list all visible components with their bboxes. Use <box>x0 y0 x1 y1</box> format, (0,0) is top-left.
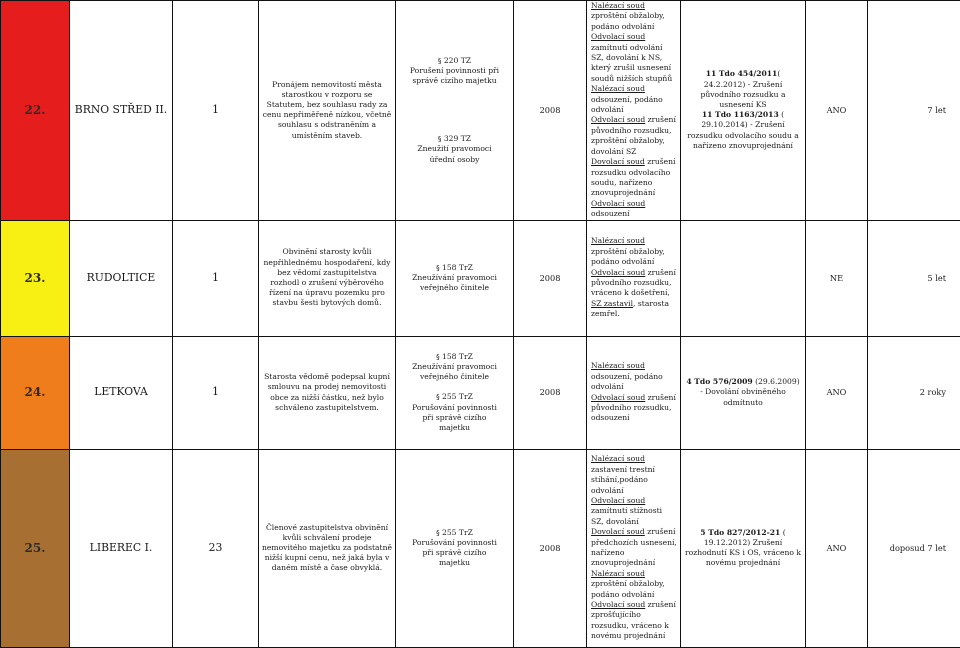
supreme-court-decision <box>681 336 806 449</box>
municipality-name: RUDOLTICE <box>70 220 173 336</box>
offence-text: veřejného činitele <box>420 283 489 292</box>
offence-text: úřední osoby <box>430 155 480 164</box>
offence-line <box>399 538 510 548</box>
proceeding-step <box>591 299 677 320</box>
proceeding-step <box>591 1 677 32</box>
offence-text: majetku <box>439 558 470 567</box>
proceeding-step <box>591 199 677 220</box>
offence-spacer <box>399 382 510 392</box>
court-name: Nalézací soud <box>591 84 645 93</box>
offence <box>399 392 510 433</box>
decision-text: ( 19.12.2012) Zrušení rozhodnutí KS i OS, vráceno k novému projednání <box>685 528 801 568</box>
offence-text: 158 TrZ <box>442 263 473 272</box>
proceeding-step <box>591 527 677 569</box>
court-action: zrušení zprošťujícího rozsudku, vráceno k novému projednání <box>591 600 676 640</box>
court-name: Nalézací soud <box>591 454 645 463</box>
court-name: Odvolací soud <box>591 268 645 277</box>
offence-text: Porušování povinnosti <box>412 403 497 412</box>
case-row <box>1 449 960 647</box>
charge-year: 2008 <box>514 220 587 336</box>
municipality-name: LETKOVA <box>70 336 173 449</box>
offence-text: veřejného činitele <box>420 372 489 381</box>
offence <box>399 528 510 569</box>
offence-text: při správě cizího <box>422 413 486 422</box>
court-action: zproštění obžaloby, podáno odvolání <box>591 247 665 266</box>
court-action: zamítnutí odvolání SZ, dovolání k NS, který zrušil usnesení soudů nižších stupňů <box>591 43 672 83</box>
court-action: zrušení rozsudku odvolacího soudu, nařízeno znovuprojednání <box>591 157 675 197</box>
proceedings-history <box>587 1 681 221</box>
proceedings-history <box>587 449 681 647</box>
proceeding-step <box>591 361 677 392</box>
offence-text: Porušování povinnosti <box>412 538 497 547</box>
offence-text: 255 TrZ <box>442 528 473 537</box>
offence-line <box>399 76 510 86</box>
offence <box>399 263 510 294</box>
decision-reference: 11 Tdo 1163/2013 <box>702 110 779 119</box>
case-description: Obvinění starosty kvůli nepřihlednému hospodaření, kdy bez vědomí zastupitelstva rozhodl o zrušení výběrového řízení na úpravu pozemku pro stavbu šesti bytových domů. <box>259 220 396 336</box>
offence-text: Zneužívání pravomoci <box>412 362 497 371</box>
decision-text: ( 24.2.2012) - Zrušení původního rozsudku a usnesení KS <box>701 69 786 109</box>
charge-year: 2008 <box>514 1 587 221</box>
court-action: zrušení původního rozsudku, odsouzení <box>591 393 676 423</box>
supreme-court-decision <box>681 449 806 647</box>
proceeding-step <box>591 115 677 157</box>
decision-reference: 11 Tdo 454/2011 <box>706 69 778 78</box>
offence-text: 220 TZ <box>444 56 471 65</box>
court-name: Odvolací soud <box>591 600 645 609</box>
proceedings-history <box>587 220 681 336</box>
proceedings-history <box>587 336 681 449</box>
court-name: Nalézací soud <box>591 361 645 370</box>
proceeding-step <box>591 569 677 600</box>
offence-line <box>399 263 510 273</box>
section-symbol: § <box>436 393 440 401</box>
court-action: odsouzení, podáno odvolání <box>591 372 663 391</box>
offence <box>399 134 510 165</box>
accused-count: 1 <box>173 336 259 449</box>
offence-line <box>399 548 510 558</box>
case-duration: 5 let <box>868 220 960 336</box>
proceeding-step <box>591 268 677 299</box>
court-action: odsouzení <box>591 209 630 218</box>
court-name: Odvolací soud <box>591 393 645 402</box>
court-action: zproštění obžaloby, podáno odvolání <box>591 579 665 598</box>
case-description: Starosta vědomě podepsal kupní smlouvu na prodej nemovitosti obce za nižší částku, než bylo schváleno zastupitelstvem. <box>259 336 396 449</box>
section-symbol: § <box>436 353 440 361</box>
section-symbol: § <box>438 135 442 143</box>
offence-line <box>399 352 510 362</box>
charge-year: 2008 <box>514 449 587 647</box>
proceeding-step <box>591 236 677 267</box>
accused-count: 1 <box>173 220 259 336</box>
charge-year: 2008 <box>514 336 587 449</box>
supreme-court-decision <box>681 220 806 336</box>
court-name: Dovolací soud <box>591 527 645 536</box>
case-row <box>1 336 960 449</box>
offence-text: 158 TrZ <box>442 352 473 361</box>
conviction-status: ANO <box>806 1 868 221</box>
case-rank: 25. <box>1 449 70 647</box>
conviction-status: ANO <box>806 336 868 449</box>
proceeding-step <box>591 496 677 527</box>
case-duration: doposud 7 let <box>868 449 960 647</box>
court-name: Odvolací soud <box>591 115 645 124</box>
case-rank: 24. <box>1 336 70 449</box>
offence-text: 255 TrZ <box>442 392 473 401</box>
court-action: zrušení původního rozsudku, zproštění obžaloby, dovolání SZ <box>591 115 676 155</box>
case-outcome: , starosta zemřel. <box>591 299 669 318</box>
case-row <box>1 220 960 336</box>
offence-line <box>399 155 510 165</box>
offence-line <box>399 134 510 144</box>
prosecutor-action: SZ zastavil <box>591 299 633 308</box>
proceeding-step <box>591 32 677 84</box>
offence-spacer <box>399 86 510 134</box>
supreme-court-decision <box>681 1 806 221</box>
case-rank: 22. <box>1 1 70 221</box>
conviction-status: ANO <box>806 449 868 647</box>
criminal-offences <box>396 336 514 449</box>
section-symbol: § <box>436 264 440 272</box>
offence-line <box>399 372 510 382</box>
proceeding-step <box>591 454 677 496</box>
offence-line <box>399 144 510 154</box>
court-name: Nalézací soud <box>591 236 645 245</box>
court-action: zrušení původního rozsudku, vráceno k došetření, <box>591 268 676 298</box>
decision-text: (29.6.2009) - Dovolání obviněného odmítnuto <box>700 377 799 406</box>
court-name: Odvolací soud <box>591 199 645 208</box>
offence-text: Zneužití pravomoci <box>417 144 491 153</box>
section-symbol: § <box>438 57 442 65</box>
offence-text: při správě cizího <box>422 548 486 557</box>
offence-line <box>399 528 510 538</box>
case-description: Pronájem nemovitostí města starostkou v rozporu se Statutem, bez souhlasu rady za cenu nepřiměřeně nízkou, včetně souhlasu s odstraněním a umístěním staveb. <box>259 1 396 221</box>
case-duration: 7 let <box>868 1 960 221</box>
proceeding-step <box>591 600 677 642</box>
offence-line <box>399 558 510 568</box>
decision-text: ( 29.10.2014) - Zrušení rozsudku odvolacího soudu a nařízeno znovuprojednání <box>687 110 799 150</box>
offence-line <box>399 273 510 283</box>
accused-count: 23 <box>173 449 259 647</box>
offence-text: správě cizího majetku <box>412 76 496 85</box>
offence-text: Porušení povinnosti při <box>410 66 499 75</box>
case-description: Členové zastupitelstva obvinění kvůli schválení prodeje nemovitého majetku za podstatně nižší kupní cenu, než jaká byla v daném místě a čase obvyklá. <box>259 449 396 647</box>
offence-text: majetku <box>439 423 470 432</box>
offence-line <box>399 392 510 402</box>
proceeding-step <box>591 393 677 424</box>
court-action: zamítnutí stížnosti SZ, dovolání <box>591 506 662 525</box>
court-name: Nalézací soud <box>591 1 645 10</box>
offence-line <box>399 362 510 372</box>
offence-line <box>399 423 510 433</box>
case-row <box>1 1 960 221</box>
decision-reference: 4 Tdo 576/2009 <box>686 377 752 386</box>
court-name: Odvolací soud <box>591 496 645 505</box>
criminal-offences <box>396 449 514 647</box>
decision-reference: 5 Tdo 827/2012-21 <box>700 528 780 537</box>
proceeding-step <box>591 84 677 115</box>
municipality-name: LIBEREC I. <box>70 449 173 647</box>
court-name: Nalézací soud <box>591 569 645 578</box>
court-action: zastavení trestní stíhání,podáno odvolání <box>591 465 655 495</box>
offence-line <box>399 413 510 423</box>
court-name: Dovolací soud <box>591 157 645 166</box>
proceeding-step <box>591 157 677 199</box>
offence-line <box>399 66 510 76</box>
conviction-status: NE <box>806 220 868 336</box>
court-action: odsouzení, podáno odvolání <box>591 95 663 114</box>
case-rank: 23. <box>1 220 70 336</box>
offence-line <box>399 403 510 413</box>
offence-line <box>399 56 510 66</box>
offence <box>399 56 510 87</box>
cases-table-body <box>1 1 960 648</box>
offence-line <box>399 283 510 293</box>
section-symbol: § <box>436 529 440 537</box>
court-name: Odvolací soud <box>591 32 645 41</box>
offence <box>399 352 510 383</box>
court-action: zproštění obžaloby, podáno odvolání <box>591 11 665 30</box>
court-action: zrušení předchozích usnesení, nařízeno znovuprojednání <box>591 527 677 567</box>
accused-count: 1 <box>173 1 259 221</box>
municipality-name: BRNO STŘED II. <box>70 1 173 221</box>
offence-text: Zneužívání pravomoci <box>412 273 497 282</box>
criminal-offences <box>396 1 514 221</box>
offence-text: 329 TZ <box>444 134 471 143</box>
criminal-offences <box>396 220 514 336</box>
case-duration: 2 roky <box>868 336 960 449</box>
